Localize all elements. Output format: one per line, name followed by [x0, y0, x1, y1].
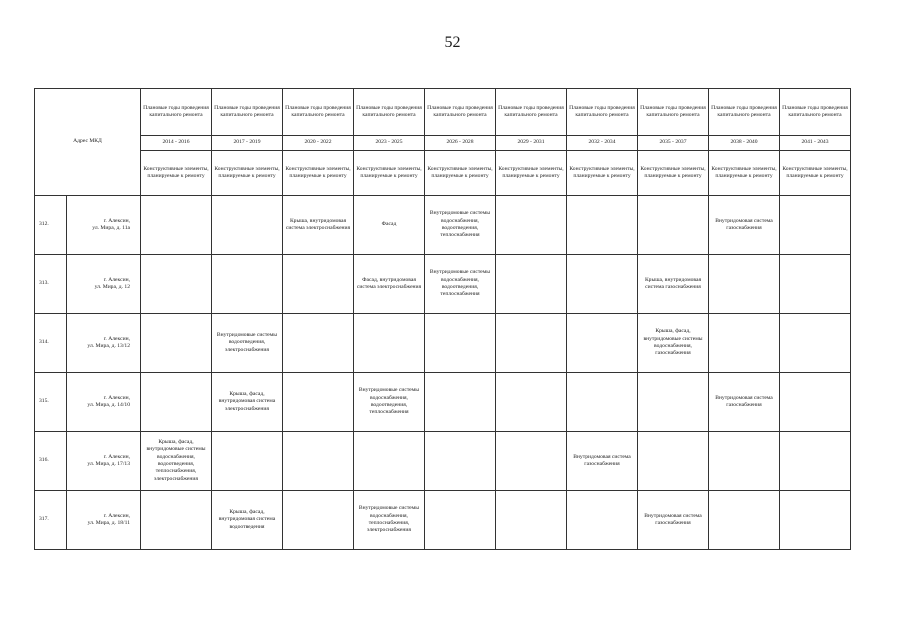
address-cell [67, 255, 141, 314]
repair-elements-cell [141, 491, 212, 550]
repair-elements-cell [141, 255, 212, 314]
repair-elements-cell [141, 196, 212, 255]
period-range: 2029 - 2031 [496, 136, 567, 151]
repair-elements-cell: Крыша, фасад, внутридомовые системы водоснабжения, водоотведения, теплоснабжения, электроснабжения [141, 432, 212, 491]
row-number: 317. [35, 491, 67, 550]
repair-elements-cell [283, 373, 354, 432]
repair-elements-cell [780, 432, 851, 491]
repair-elements-cell [780, 491, 851, 550]
repair-elements-cell [567, 314, 638, 373]
repair-elements-cell [638, 432, 709, 491]
repair-elements-cell: Внутридомовые системы водоснабжения, теплоснабжения, электроснабжения [354, 491, 425, 550]
repair-elements-cell [709, 314, 780, 373]
repair-elements-cell: Внутридомовые системы водоснабжения, водоотведения, теплоснабжения [425, 255, 496, 314]
row-number: 316. [35, 432, 67, 491]
period-header-label: Плановые годы проведения капитального ремонта [212, 89, 283, 136]
row-number: 315. [35, 373, 67, 432]
elements-header-label: Конструктивные элементы, планируемые к ремонту [780, 151, 851, 196]
address-city: г. Алексин, [103, 335, 130, 342]
elements-header-label: Конструктивные элементы, планируемые к ремонту [567, 151, 638, 196]
elements-header-label: Конструктивные элементы, планируемые к ремонту [425, 151, 496, 196]
repair-elements-cell: Фасад, внутридомовая система электроснабжения [354, 255, 425, 314]
repair-elements-cell: Внутридомовые системы водоснабжения, водоотведения, теплоснабжения [425, 196, 496, 255]
repair-elements-cell [567, 373, 638, 432]
repair-elements-cell [780, 196, 851, 255]
repair-elements-cell: Крыша, внутридомовая система электроснабжения [283, 196, 354, 255]
repair-elements-cell [780, 314, 851, 373]
period-range: 2032 - 2034 [567, 136, 638, 151]
repair-elements-cell [354, 432, 425, 491]
period-range: 2023 - 2025 [354, 136, 425, 151]
period-header-label: Плановые годы проведения капитального ремонта [709, 89, 780, 136]
repair-elements-cell [283, 491, 354, 550]
address-cell [67, 314, 141, 373]
repair-elements-cell [567, 196, 638, 255]
repair-elements-cell: Внутридомовая система газоснабжения [567, 432, 638, 491]
repair-elements-cell: Внутридомовая система газоснабжения [638, 491, 709, 550]
period-header-label: Плановые годы проведения капитального ремонта [425, 89, 496, 136]
repair-elements-cell [496, 314, 567, 373]
address-cell [67, 432, 141, 491]
elements-header-label: Конструктивные элементы, планируемые к ремонту [283, 151, 354, 196]
table-row [35, 196, 851, 255]
elements-header-label: Конструктивные элементы, планируемые к ремонту [212, 151, 283, 196]
repair-elements-cell [425, 373, 496, 432]
address-cell [67, 373, 141, 432]
repair-elements-cell [283, 432, 354, 491]
row-number: 314. [35, 314, 67, 373]
repair-elements-cell [425, 314, 496, 373]
repair-elements-cell: Крыша, внутридомовая система газоснабжения [638, 255, 709, 314]
address-street: ул. Мира, д. 18/11 [87, 520, 130, 526]
elements-header-label: Конструктивные элементы, планируемые к ремонту [638, 151, 709, 196]
period-header-label: Плановые годы проведения капитального ремонта [283, 89, 354, 136]
period-range: 2026 - 2028 [425, 136, 496, 151]
address-header: Адрес МКД [35, 89, 141, 196]
repair-elements-cell [567, 255, 638, 314]
elements-header-label: Конструктивные элементы, планируемые к ремонту [709, 151, 780, 196]
repair-elements-cell [709, 255, 780, 314]
repair-elements-cell: Внутридомовые системы водоотведения, электроснабжения [212, 314, 283, 373]
table-row [35, 314, 851, 373]
repair-elements-cell: Крыша, фасад, внутридомовая система водоотведения [212, 491, 283, 550]
repair-schedule-table [34, 88, 851, 550]
repair-elements-cell [496, 255, 567, 314]
repair-elements-cell [283, 255, 354, 314]
repair-elements-cell [283, 314, 354, 373]
address-street: ул. Мира, д. 14/10 [87, 402, 130, 408]
repair-elements-cell [212, 255, 283, 314]
period-header-label: Плановые годы проведения капитального ремонта [567, 89, 638, 136]
elements-header-label: Конструктивные элементы, планируемые к ремонту [496, 151, 567, 196]
repair-elements-cell [354, 314, 425, 373]
repair-elements-cell [638, 373, 709, 432]
period-range: 2014 - 2016 [141, 136, 212, 151]
repair-elements-cell: Внутридомовые системы водоснабжения, водоотведения, теплоснабжения [354, 373, 425, 432]
repair-elements-cell [141, 314, 212, 373]
repair-elements-cell [496, 196, 567, 255]
repair-elements-cell [780, 255, 851, 314]
address-city: г. Алексин, [103, 512, 130, 519]
address-cell [67, 491, 141, 550]
repair-elements-cell: Внутридомовая система газоснабжения [709, 196, 780, 255]
address-city: г. Алексин, [103, 394, 130, 401]
repair-elements-cell [496, 373, 567, 432]
elements-header-label: Конструктивные элементы, планируемые к ремонту [354, 151, 425, 196]
table-row [35, 373, 851, 432]
repair-elements-cell [496, 491, 567, 550]
repair-elements-cell: Фасад [354, 196, 425, 255]
period-range: 2035 - 2037 [638, 136, 709, 151]
row-number: 313. [35, 255, 67, 314]
repair-elements-cell [425, 491, 496, 550]
repair-elements-cell: Внутридомовая система газоснабжения [709, 373, 780, 432]
address-street: ул. Мира, д. 13/12 [87, 343, 130, 349]
address-street: ул. Мира, д. 12 [94, 284, 130, 290]
repair-elements-cell [141, 373, 212, 432]
period-header-label: Плановые годы проведения капитального ремонта [638, 89, 709, 136]
period-range: 2041 - 2043 [780, 136, 851, 151]
address-street: ул. Мира, д. 11а [92, 225, 130, 231]
repair-elements-cell [212, 432, 283, 491]
address-street: ул. Мира, д. 17/13 [87, 461, 130, 467]
elements-header-label: Конструктивные элементы, планируемые к ремонту [141, 151, 212, 196]
period-range: 2017 - 2019 [212, 136, 283, 151]
repair-elements-cell [638, 196, 709, 255]
address-city: г. Алексин, [103, 453, 130, 460]
repair-elements-cell [496, 432, 567, 491]
page-number: 52 [444, 34, 461, 51]
repair-elements-cell [780, 373, 851, 432]
repair-elements-cell [709, 432, 780, 491]
period-header-label: Плановые годы проведения капитального ремонта [354, 89, 425, 136]
repair-elements-cell [567, 491, 638, 550]
repair-elements-cell [212, 196, 283, 255]
table-row [35, 432, 851, 491]
period-header-label: Плановые годы проведения капитального ремонта [780, 89, 851, 136]
address-city: г. Алексин, [103, 276, 130, 283]
period-header-label: Плановые годы проведения капитального ремонта [496, 89, 567, 136]
address-cell [67, 196, 141, 255]
repair-elements-cell [709, 491, 780, 550]
period-range: 2020 - 2022 [283, 136, 354, 151]
period-range: 2038 - 2040 [709, 136, 780, 151]
repair-elements-cell: Крыша, фасад, внутридомовые системы водоснабжения, газоснабжения [638, 314, 709, 373]
row-number: 312. [35, 196, 67, 255]
table-row [35, 255, 851, 314]
table-row [35, 491, 851, 550]
address-city: г. Алексин, [103, 217, 130, 224]
repair-elements-cell [425, 432, 496, 491]
period-header-label: Плановые годы проведения капитального ремонта [141, 89, 212, 136]
repair-elements-cell: Крыша, фасад, внутридомовая система электроснабжения [212, 373, 283, 432]
